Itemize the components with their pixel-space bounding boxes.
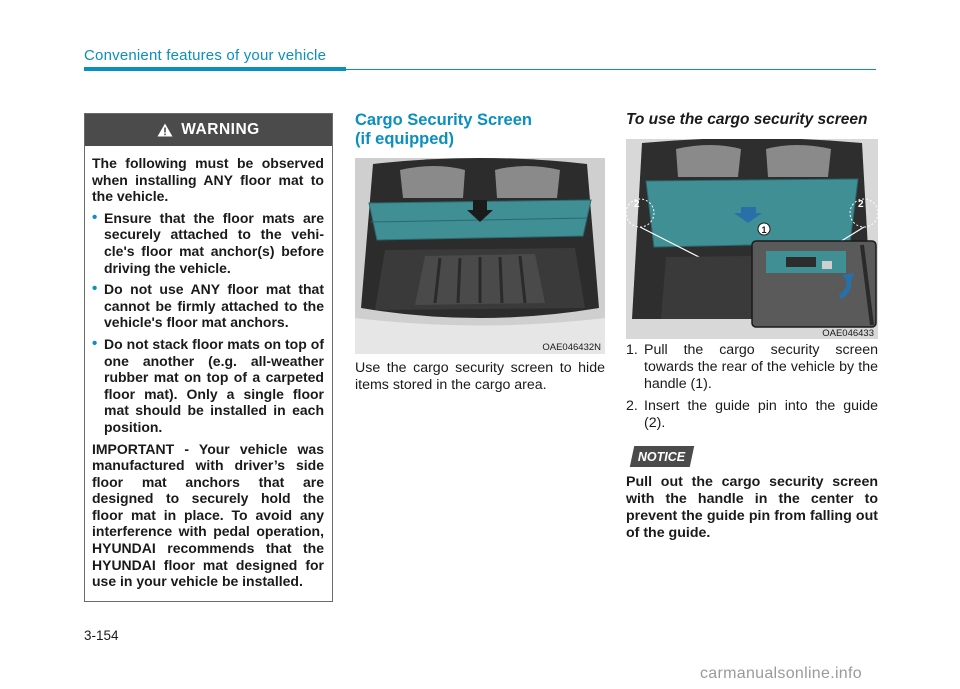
page-number: 3-154 — [84, 628, 119, 643]
notice-text: Pull out the cargo security screen with the handle in the center to prevent the guide pin from falling out of the guide. — [626, 474, 878, 541]
cargo-area-illustration — [355, 158, 605, 354]
usage-steps-list — [626, 342, 878, 437]
usage-step: 2. Insert the guide pin into the guide (2). — [626, 398, 878, 431]
warning-body — [85, 146, 332, 590]
usage-image-code: OAE046433 — [822, 328, 874, 339]
warning-bullet: • Do not use ANY floor mat that cannot be firmly attached to the vehicle's floor mat anchors. — [92, 280, 324, 331]
section-header-title: Convenient features of your vehicle — [84, 47, 327, 64]
warning-intro: The following must be observed when installing ANY floor mat to the vehicle. — [92, 155, 324, 205]
warning-bullet: • Do not stack floor mats on top of one another (e.g. all-weather rubber mat on top of a carpeted floor mat). Only a single floor mat should be installed in each position. — [92, 334, 324, 435]
warning-important: IMPORTANT - Your vehicle was manufactured with driver’s side floor mat anchors that are designed to securely hold the floor mat in place. To avoid any interference with pedal operation, HYUNDAI recommends that the HYUNDAI floor mat designed for use in your vehicle be installed. — [92, 440, 324, 590]
warning-bullet-list — [92, 210, 324, 436]
usage-step: 1. Pull the cargo security screen towards the rear of the vehicle by the handle (1). — [626, 342, 878, 392]
use-screen-heading: To use the cargo security screen — [626, 111, 868, 128]
bullet-dot-icon: • — [92, 334, 98, 352]
header-rule-thin — [346, 69, 876, 70]
warning-title: WARNING — [181, 121, 260, 138]
warning-triangle-icon — [157, 123, 173, 137]
callout-2-left-label: 2 — [634, 199, 640, 210]
cargo-screen-usage-illustration — [626, 139, 878, 339]
warning-box — [84, 113, 333, 602]
notice-badge: NOTICE — [630, 446, 694, 467]
warning-header — [85, 114, 332, 146]
watermark-text: carmanualsonline.info — [700, 665, 862, 682]
callout-1-label: 1 — [761, 225, 767, 235]
callout-2-right-label: 2 — [858, 199, 864, 210]
header-rule-thick — [84, 67, 346, 71]
warning-bullet: • Ensure that the floor mats are securely attached to the vehicle's floor mat anchor(s) before driving the vehicle. — [92, 208, 324, 276]
bullet-dot-icon: • — [92, 280, 98, 298]
cargo-image-code: OAE046432N — [542, 342, 601, 353]
cargo-screen-heading: Cargo Security Screen (if equipped) — [355, 111, 532, 148]
bullet-dot-icon: • — [92, 208, 98, 226]
cargo-description: Use the cargo security screen to hide items stored in the cargo area. — [355, 360, 605, 393]
